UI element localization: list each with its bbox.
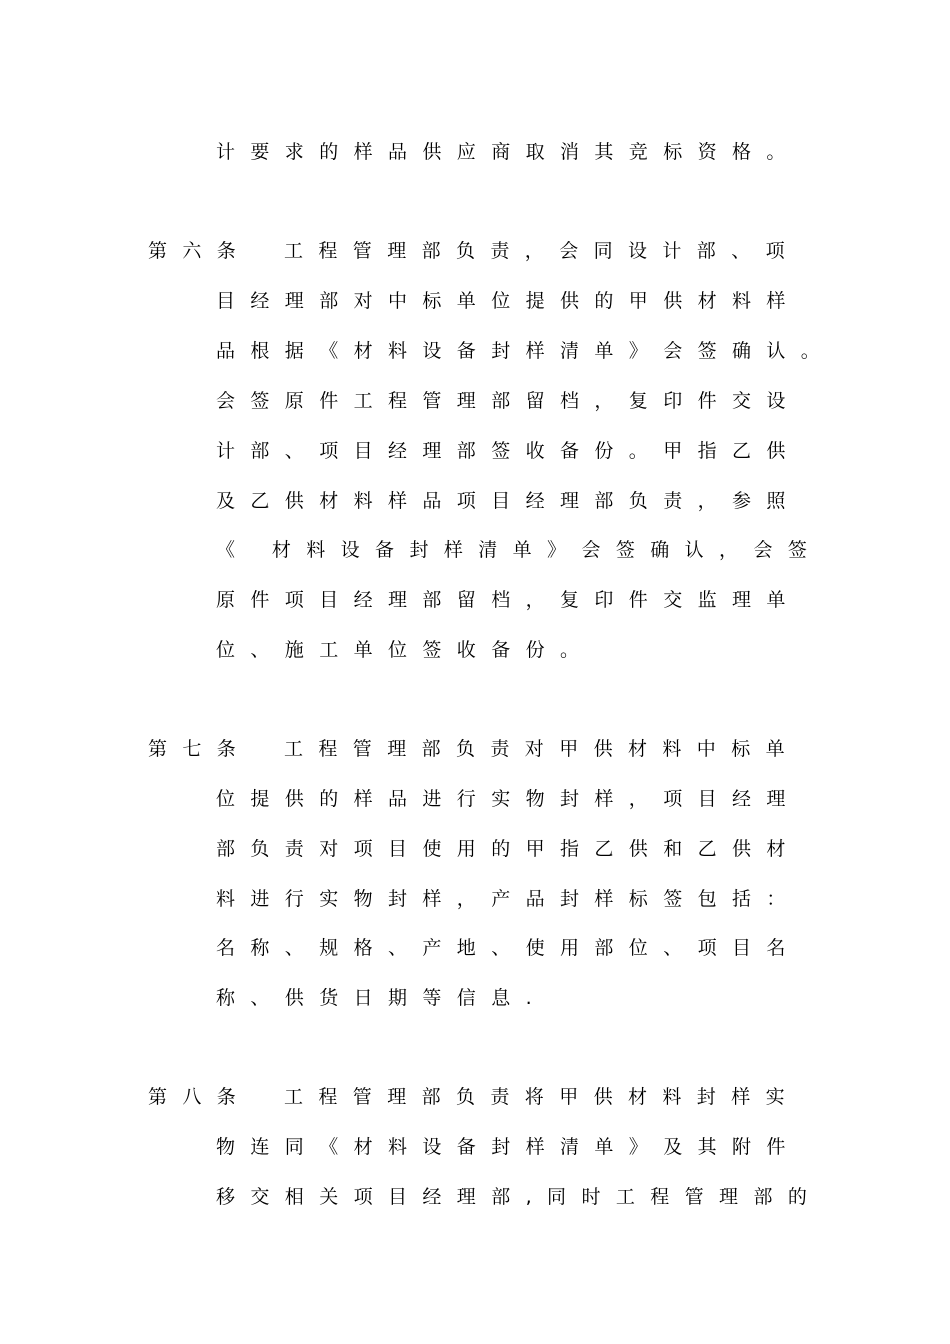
paragraph-line: 称、供货日期等信息. (216, 987, 548, 1009)
paragraph-line: 部负责对项目使用的甲指乙供和乙供材 (216, 838, 801, 860)
article-label-6: 第六条 (148, 240, 252, 262)
article-label-7: 第七条 (148, 738, 252, 760)
paragraph-line: 工程管理部负责将甲供材料封样实 (284, 1086, 801, 1108)
paragraph-line: 移交相关项目经理部,同时工程管理部的 (216, 1186, 823, 1208)
paragraph-line: 位、施工单位签收备份。 (216, 639, 595, 661)
paragraph-line: 计要求的样品供应商取消其竞标资格。 (216, 141, 801, 163)
paragraph-line: 《 材料设备封样清单》会签确认，会签 (216, 539, 823, 561)
paragraph-line: 原件项目经理部留档，复印件交监理单 (216, 589, 801, 611)
paragraph-line: 料进行实物封样，产品封样标签包括： (216, 888, 801, 910)
paragraph-line: 工程管理部负责，会同设计部、项 (284, 240, 801, 262)
paragraph-line: 位提供的样品进行实物封样，项目经理 (216, 788, 801, 810)
paragraph-line: 品根据《材料设备封样清单》会签确认。 (216, 340, 836, 362)
article-label-8: 第八条 (148, 1086, 252, 1108)
paragraph-line: 目经理部对中标单位提供的甲供材料样 (216, 290, 801, 312)
paragraph-line: 工程管理部负责对甲供材料中标单 (284, 738, 801, 760)
paragraph-line: 物连同《材料设备封样清单》及其附件 (216, 1136, 801, 1158)
paragraph-line: 及乙供材料样品项目经理部负责，参照 (216, 490, 801, 512)
paragraph-line: 名称、规格、产地、使用部位、项目名 (216, 937, 801, 959)
paragraph-line: 计部、项目经理部签收备份。甲指乙供 (216, 440, 801, 462)
paragraph-line: 会签原件工程管理部留档，复印件交设 (216, 390, 801, 412)
